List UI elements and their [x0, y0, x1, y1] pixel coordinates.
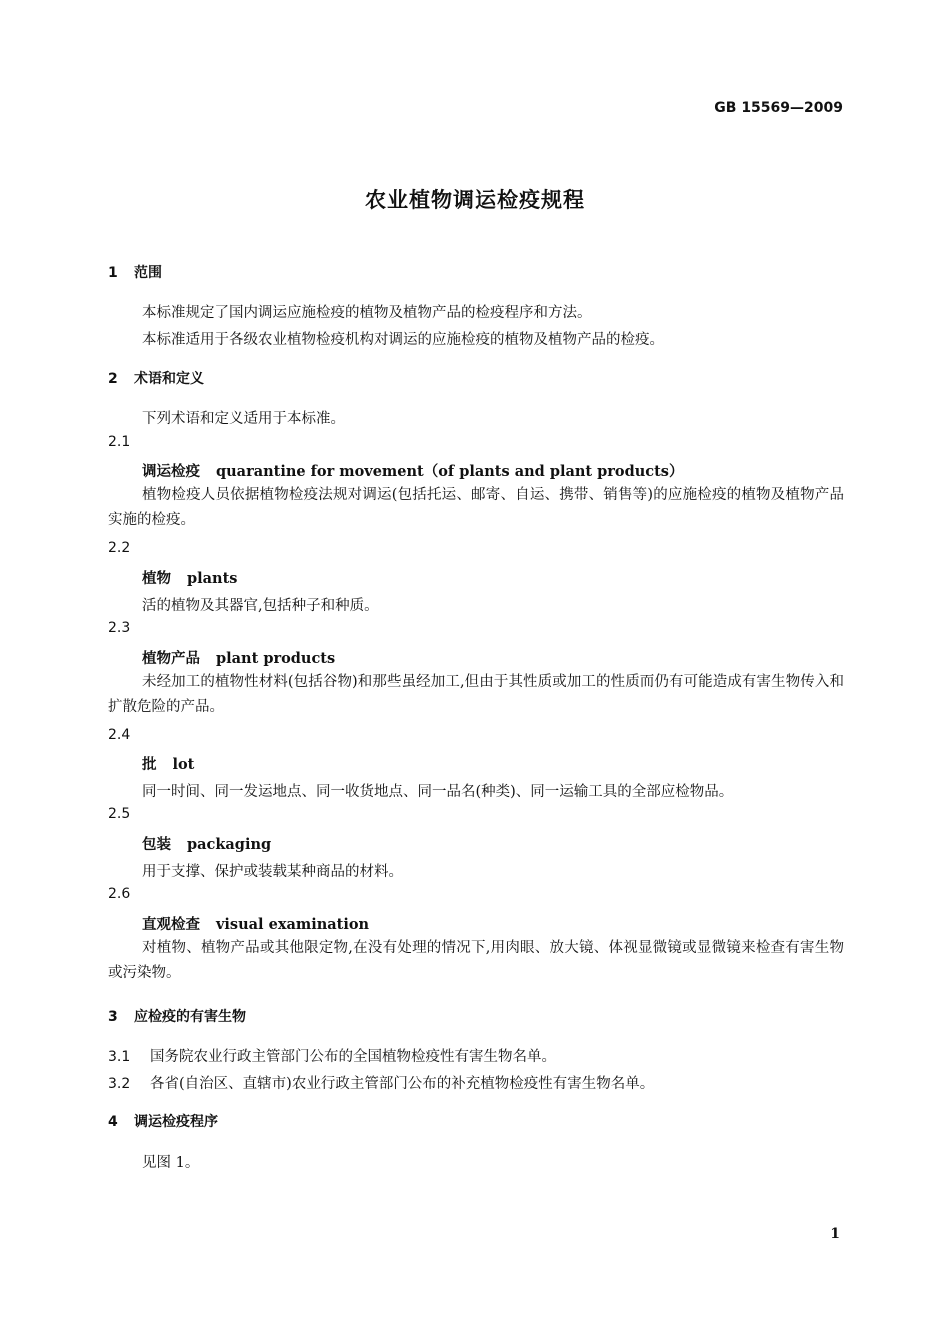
item-number: 3.1 — [108, 1049, 131, 1065]
term-en: quarantine for movement（of plants and plant products） — [216, 463, 684, 480]
standard-number: GB 15569—2009 — [714, 100, 843, 116]
term-definition: 对植物、植物产品或其他限定物,在没有处理的情况下,用肉眼、放大镜、体视显微镜或显微镜来检查有害生物或污染物。 — [108, 940, 844, 981]
item-text: 各省(自治区、直辖市)农业行政主管部门公布的补充植物检疫性有害生物名单。 — [150, 1076, 655, 1092]
term-number: 2.1 — [108, 434, 131, 450]
term-definition: 活的植物及其器官,包括种子和种质。 — [142, 598, 379, 614]
section-number: 3 — [108, 1009, 118, 1025]
paragraph: 见图 1。 — [142, 1155, 200, 1171]
term-number: 2.4 — [108, 727, 131, 743]
section-heading-4 — [108, 1111, 218, 1131]
paragraph: 下列术语和定义适用于本标准。 — [142, 411, 345, 427]
term-definition: 植物检疫人员依据植物检疫法规对调运(包括托运、邮寄、自运、携带、销售等)的应施检疫的植物及植物产品实施的检疫。 — [108, 487, 844, 528]
term-number: 2.5 — [108, 806, 131, 822]
list-item — [108, 1045, 556, 1066]
term-en: plant products — [216, 650, 336, 667]
term-zh: 植物产品 — [142, 650, 200, 667]
section-title: 术语和定义 — [134, 371, 204, 387]
paragraph: 本标准适用于各级农业植物检疫机构对调运的应施检疫的植物及植物产品的检疫。 — [142, 332, 664, 348]
term-en: plants — [187, 570, 238, 587]
term-zh: 植物 — [142, 570, 171, 587]
section-heading-1 — [108, 262, 162, 282]
term-zh: 调运检疫 — [142, 463, 200, 480]
term-heading — [142, 460, 683, 481]
section-number: 2 — [108, 371, 118, 387]
list-item — [108, 1072, 654, 1093]
term-definition: 未经加工的植物性材料(包括谷物)和那些虽经加工,但由于其性质或加工的性质而仍有可能造成有害生物传入和扩散危险的产品。 — [108, 674, 844, 715]
term-zh: 批 — [142, 756, 157, 773]
paragraph: 本标准规定了国内调运应施检疫的植物及植物产品的检疫程序和方法。 — [142, 305, 592, 321]
term-number: 2.6 — [108, 886, 131, 902]
section-heading-3 — [108, 1006, 246, 1026]
term-heading — [142, 913, 369, 934]
term-number: 2.3 — [108, 620, 131, 636]
term-heading — [142, 647, 335, 668]
term-en: lot — [172, 756, 195, 773]
term-heading — [142, 753, 194, 774]
section-title: 应检疫的有害生物 — [134, 1009, 246, 1025]
term-zh: 直观检查 — [142, 916, 200, 933]
item-text: 国务院农业行政主管部门公布的全国植物检疫性有害生物名单。 — [150, 1049, 556, 1065]
item-number: 3.2 — [108, 1076, 131, 1092]
section-heading-2 — [108, 368, 204, 388]
term-heading — [142, 833, 271, 854]
term-zh: 包装 — [142, 836, 171, 853]
term-en: visual examination — [216, 916, 370, 933]
term-definition: 用于支撑、保护或装载某种商品的材料。 — [142, 864, 403, 880]
page-number: 1 — [830, 1226, 840, 1242]
term-heading — [142, 567, 237, 588]
term-en: packaging — [187, 836, 272, 853]
section-number: 4 — [108, 1114, 118, 1130]
term-number: 2.2 — [108, 540, 131, 556]
term-definition: 同一时间、同一发运地点、同一收货地点、同一品名(种类)、同一运输工具的全部应检物品。 — [142, 784, 734, 800]
section-title: 调运检疫程序 — [134, 1114, 218, 1130]
section-number: 1 — [108, 265, 118, 281]
section-title: 范围 — [134, 265, 162, 281]
document-title: 农业植物调运检疫规程 — [365, 188, 585, 212]
